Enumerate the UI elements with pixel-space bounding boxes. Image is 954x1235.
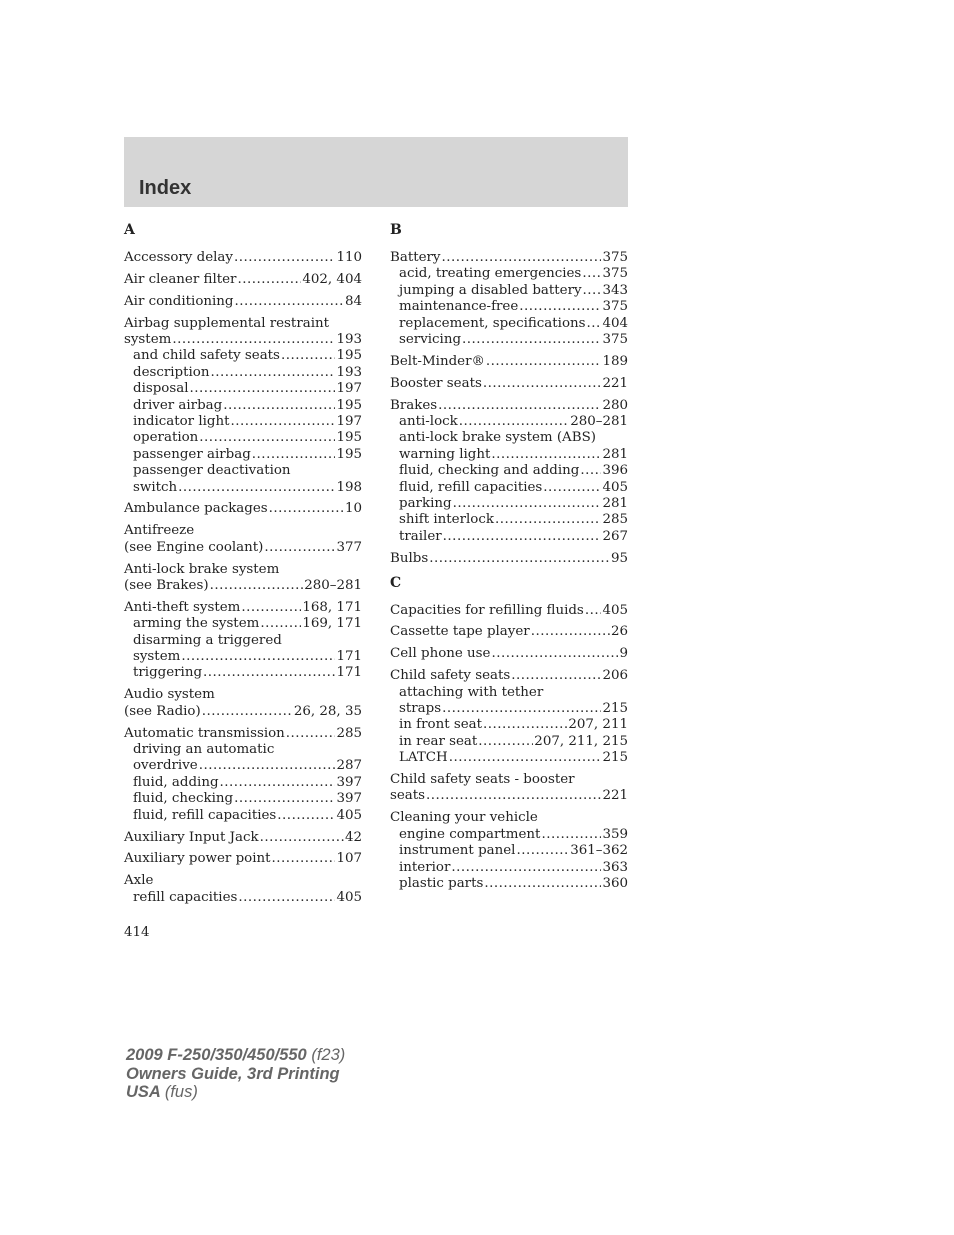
index-entry <box>124 726 362 824</box>
entry-text: Air cleaner filter <box>124 271 237 287</box>
entry-text: disarming a triggered <box>133 632 282 648</box>
page-reference: 375 <box>602 266 628 282</box>
page-reference: 280–281 <box>304 578 362 594</box>
page-reference: 207, 211, 215 <box>534 733 628 749</box>
entry-text: Booster seats <box>390 375 482 391</box>
entry-text: system <box>133 649 181 665</box>
index-entry <box>390 354 628 370</box>
page-reference: 363 <box>602 859 628 875</box>
entry-text: Anti-lock brake system <box>124 561 280 577</box>
entry-text: fluid, checking <box>133 791 234 807</box>
page-reference: 207, 211 <box>568 717 628 733</box>
dot-leader <box>583 283 602 299</box>
page-reference: 402, 404 <box>302 271 362 287</box>
entry-text: Ambulance packages <box>124 501 268 517</box>
entry-text: Accessory delay <box>124 250 233 265</box>
index-entry-line <box>390 551 628 567</box>
page-reference: 405 <box>602 479 628 495</box>
entry-text: arming the system <box>133 616 260 632</box>
index-subentry-line <box>390 685 628 701</box>
dot-leader <box>277 808 335 824</box>
dot-leader <box>519 299 601 315</box>
page-reference: 215 <box>602 700 628 716</box>
entry-text: replacement, specifications <box>399 315 586 331</box>
footer-guide: Owners Guide, 3rd Printing <box>126 1064 340 1083</box>
dot-leader <box>486 354 602 370</box>
dot-leader <box>585 603 602 619</box>
page-reference: 361–362 <box>570 843 628 859</box>
entry-text: Auxiliary power point <box>124 851 271 867</box>
index-subentry-line <box>390 734 628 750</box>
page-reference: 377 <box>336 539 362 555</box>
entry-text: switch <box>133 479 178 495</box>
dot-leader <box>260 830 344 846</box>
page-reference: 281 <box>602 495 628 511</box>
index-entry <box>390 772 628 805</box>
index-entry <box>390 250 628 348</box>
page-reference: 171 <box>336 649 362 665</box>
index-column-right <box>390 220 628 898</box>
index-entry-line <box>390 398 628 414</box>
footer <box>126 1046 345 1102</box>
entry-text: triggering <box>133 665 203 681</box>
entry-text: Audio system <box>124 687 215 703</box>
entry-text: interior <box>399 859 451 875</box>
page-reference: 193 <box>336 332 362 348</box>
index-subentry-line <box>390 701 628 717</box>
entry-text: straps <box>399 700 442 716</box>
index-entry-line <box>390 788 628 804</box>
entry-text: Brakes <box>390 397 438 413</box>
footer-line-2 <box>126 1065 345 1084</box>
page-reference: 375 <box>602 250 628 265</box>
dot-leader <box>210 365 335 381</box>
footer-market-code: (fus) <box>164 1083 198 1101</box>
entry-text: Capacities for refilling fluids <box>390 602 584 618</box>
entry-text: servicing <box>399 331 462 347</box>
index-entry <box>124 523 362 556</box>
index-subentry-line <box>390 860 628 876</box>
index-entry <box>390 646 628 662</box>
index-subentry-line <box>124 480 362 496</box>
dot-leader <box>181 649 335 665</box>
dot-leader <box>582 266 601 282</box>
entry-text: Axle <box>124 873 154 889</box>
index-entry-line <box>390 354 628 370</box>
page-reference: 95 <box>610 550 628 566</box>
entry-text: driver airbag <box>133 397 223 413</box>
index-subentry-line <box>124 463 362 479</box>
index-subentry-line <box>124 398 362 414</box>
index-subentry-line <box>390 529 628 545</box>
index-subentry-line <box>124 791 362 807</box>
dot-leader <box>234 791 335 807</box>
index-subentry-line <box>390 827 628 843</box>
page-reference: 285 <box>336 725 362 741</box>
index-entry <box>390 551 628 567</box>
entry-text: Bulbs <box>390 550 429 566</box>
index-subentry-line <box>124 348 362 364</box>
index-entry <box>124 687 362 720</box>
page-reference: 171 <box>336 665 362 681</box>
entry-text: fluid, adding <box>133 774 219 790</box>
dot-leader <box>516 843 569 859</box>
entry-text: Belt-Minder® <box>390 353 485 369</box>
index-entry-line <box>390 772 628 788</box>
index-subentry-line <box>390 843 628 859</box>
dot-leader <box>587 316 602 332</box>
page-title: Index <box>139 177 192 199</box>
dot-leader <box>483 376 602 392</box>
entry-text: jumping a disabled battery <box>399 282 582 298</box>
index-entry <box>124 600 362 682</box>
dot-leader <box>202 704 293 720</box>
dot-leader <box>438 398 601 414</box>
dot-leader <box>199 758 336 774</box>
index-subentry-line <box>124 414 362 430</box>
dot-leader <box>234 294 343 310</box>
entry-text: LATCH <box>399 750 448 766</box>
index-subentry-line <box>124 758 362 774</box>
page-reference: 280–281 <box>570 414 628 430</box>
dot-leader <box>199 430 335 446</box>
index-entry-line <box>124 540 362 556</box>
dot-leader <box>483 717 567 733</box>
index-subentry-line <box>390 283 628 299</box>
index-entry <box>390 398 628 546</box>
dot-leader <box>203 665 335 681</box>
page-reference: 397 <box>336 774 362 790</box>
index-entry-line <box>124 562 362 578</box>
footer-line-3 <box>126 1083 345 1102</box>
entry-text: Cleaning your vehicle <box>390 810 538 826</box>
entry-text: plastic parts <box>399 875 484 891</box>
index-entry-line <box>390 646 628 662</box>
entry-text: indicator light <box>133 414 230 430</box>
page-reference: 375 <box>602 299 628 315</box>
page-reference: 285 <box>602 512 628 528</box>
dot-leader <box>172 332 335 348</box>
entry-text: Airbag supplemental restraint <box>124 315 329 331</box>
index-subentry-line <box>390 496 628 512</box>
entry-text: driving an automatic <box>133 742 275 758</box>
index-entry <box>390 668 628 766</box>
dot-leader <box>264 540 335 556</box>
dot-leader <box>491 447 601 463</box>
index-column-left <box>124 220 362 912</box>
footer-market: USA <box>126 1083 161 1101</box>
index-entry <box>124 562 362 595</box>
section-letter: B <box>390 222 402 238</box>
page-reference: 42 <box>344 829 362 845</box>
index-subentry-line <box>390 750 628 766</box>
index-entry <box>124 873 362 906</box>
index-entry-line <box>124 316 362 332</box>
dot-leader <box>511 668 601 684</box>
entry-text: and child safety seats <box>133 348 280 364</box>
page-reference: 195 <box>336 397 362 413</box>
page-reference: 405 <box>336 889 362 905</box>
dot-leader <box>453 496 602 512</box>
index-entry-line <box>124 726 362 742</box>
entry-text: attaching with tether <box>399 684 544 700</box>
footer-line-1 <box>126 1046 345 1065</box>
index-entry-line <box>124 873 362 889</box>
index-subentry-line <box>390 266 628 282</box>
index-subentry-line <box>124 447 362 463</box>
dot-leader <box>269 501 344 517</box>
dot-leader <box>491 646 618 662</box>
dot-leader <box>220 775 336 791</box>
page-reference: 169, 171 <box>302 616 362 632</box>
index-subentry-line <box>124 633 362 649</box>
index-subentry-line <box>390 414 628 430</box>
dot-leader <box>459 414 569 430</box>
entry-text: system <box>124 332 172 348</box>
entry-text: instrument panel <box>399 843 516 859</box>
dot-leader <box>237 272 301 288</box>
dot-leader <box>426 788 601 804</box>
index-entry-line <box>124 687 362 703</box>
entry-text: in front seat <box>399 717 483 733</box>
index-entry <box>124 851 362 867</box>
entry-text: (see Radio) <box>124 703 201 719</box>
index-entry <box>390 376 628 392</box>
entry-text: parking <box>399 495 452 511</box>
entry-text: Automatic transmission <box>124 725 285 741</box>
dot-leader <box>429 551 610 567</box>
index-entry <box>390 810 628 892</box>
index-entry <box>124 272 362 288</box>
index-entry-line <box>124 830 362 846</box>
dot-leader <box>451 860 601 876</box>
page-number: 414 <box>124 925 150 940</box>
entry-text: disposal <box>133 381 189 397</box>
page-reference: 221 <box>602 375 628 391</box>
entry-text: (see Brakes) <box>124 578 209 594</box>
entry-text: Child safety seats <box>390 668 511 684</box>
index-subentry-line <box>390 717 628 733</box>
footer-model-code: (f23) <box>311 1046 346 1064</box>
dot-leader <box>231 414 336 430</box>
page-reference: 221 <box>602 788 628 804</box>
index-entry-line <box>124 704 362 720</box>
dot-leader <box>443 529 602 545</box>
page-reference: 195 <box>336 446 362 462</box>
index-subentry-line <box>390 447 628 463</box>
dot-leader <box>223 398 335 414</box>
page-reference: 84 <box>344 293 362 309</box>
entry-text: overdrive <box>133 758 198 774</box>
entry-text: Child safety seats - booster <box>390 772 575 788</box>
index-entry <box>390 603 628 619</box>
entry-text: passenger deactivation <box>133 463 291 479</box>
index-entry <box>124 294 362 310</box>
page-reference: 215 <box>602 750 628 766</box>
index-entry-line <box>124 250 362 266</box>
index-subentry-line <box>124 808 362 824</box>
index-entry-line <box>390 624 628 640</box>
page-reference: 396 <box>602 463 628 479</box>
entry-text: engine compartment <box>399 826 541 842</box>
index-subentry-line <box>390 299 628 315</box>
page-reference: 195 <box>336 430 362 446</box>
index-subentry-line <box>124 649 362 665</box>
dot-leader <box>449 750 602 766</box>
index-subentry-line <box>390 463 628 479</box>
dot-leader <box>234 250 335 266</box>
index-entry-line <box>390 603 628 619</box>
entry-text: Air conditioning <box>124 293 234 309</box>
index-entry-line <box>124 501 362 517</box>
page-reference: 198 <box>336 479 362 495</box>
index-entry-line <box>124 851 362 867</box>
index-subentry-line <box>124 775 362 791</box>
index-subentry-line <box>124 616 362 632</box>
index-subentry-line <box>124 742 362 758</box>
entry-text: in rear seat <box>399 733 478 749</box>
index-header-bar <box>124 137 628 207</box>
index-subentry-line <box>124 890 362 906</box>
index-subentry-line <box>124 430 362 446</box>
entry-text: anti-lock brake system (ABS) <box>399 430 596 446</box>
entry-text: fluid, refill capacities <box>133 807 277 823</box>
index-subentry-line <box>390 480 628 496</box>
footer-model: 2009 F-250/350/450/550 <box>126 1046 307 1064</box>
page-reference: 110 <box>336 250 362 265</box>
dot-leader <box>441 250 601 266</box>
dot-leader <box>442 701 601 717</box>
entry-text: Antifreeze <box>124 523 195 539</box>
dot-leader <box>178 480 335 496</box>
dot-leader <box>462 332 601 348</box>
index-entry-line <box>390 250 628 266</box>
entry-text: passenger airbag <box>133 446 251 462</box>
entry-text: maintenance-free <box>399 299 519 315</box>
entry-text: Anti-theft system <box>124 599 241 615</box>
page-reference: 193 <box>336 364 362 380</box>
entry-text: shift interlock <box>399 512 494 528</box>
entry-text: Auxiliary Input Jack <box>124 829 259 845</box>
dot-leader <box>238 890 335 906</box>
entry-text: seats <box>390 788 426 804</box>
dot-leader <box>210 578 304 594</box>
entry-text: acid, treating emergencies <box>399 266 582 282</box>
dot-leader <box>484 876 601 892</box>
page-reference: 206 <box>602 668 628 684</box>
index-entry-line <box>390 810 628 826</box>
dot-leader <box>241 600 301 616</box>
dot-leader <box>272 851 336 867</box>
page-reference: 404 <box>602 315 628 331</box>
index-subentry-line <box>390 332 628 348</box>
dot-leader <box>260 616 301 632</box>
index-entry <box>124 501 362 517</box>
page-reference: 107 <box>336 851 362 867</box>
dot-leader <box>190 381 336 397</box>
entry-text: anti-lock <box>399 414 458 430</box>
dot-leader <box>543 480 601 496</box>
dot-leader <box>541 827 601 843</box>
entry-text: fluid, refill capacities <box>399 479 543 495</box>
dot-leader <box>531 624 610 640</box>
page-reference: 397 <box>336 791 362 807</box>
page-reference: 197 <box>336 414 362 430</box>
entry-text: fluid, checking and adding <box>399 463 580 479</box>
page-reference: 375 <box>602 331 628 347</box>
index-subentry-line <box>390 876 628 892</box>
section-letter: A <box>124 222 135 238</box>
entry-text: operation <box>133 430 199 446</box>
dot-leader <box>495 512 601 528</box>
page-reference: 189 <box>602 353 628 369</box>
index-entry-line <box>124 272 362 288</box>
page-reference: 267 <box>602 528 628 544</box>
dot-leader <box>286 726 336 742</box>
index-entry-line <box>124 332 362 348</box>
index-entry-line <box>390 376 628 392</box>
section-letter: C <box>390 574 402 591</box>
page-reference: 343 <box>602 282 628 298</box>
dot-leader <box>580 463 601 479</box>
page-reference: 195 <box>336 348 362 364</box>
page-reference: 168, 171 <box>302 599 362 615</box>
index-subentry-line <box>124 381 362 397</box>
index-entry <box>124 316 362 496</box>
index-entry-line <box>124 578 362 594</box>
index-entry-line <box>124 523 362 539</box>
dot-leader <box>281 348 336 364</box>
page-reference: 9 <box>619 646 628 662</box>
entry-text: (see Engine coolant) <box>124 539 264 555</box>
index-entry-line <box>390 668 628 684</box>
page-reference: 405 <box>336 807 362 823</box>
page-reference: 280 <box>602 397 628 413</box>
index-entry-line <box>124 600 362 616</box>
page-reference: 360 <box>602 875 628 891</box>
index-entry <box>390 624 628 640</box>
index-subentry-line <box>390 512 628 528</box>
page-reference: 287 <box>336 758 362 774</box>
dot-leader <box>478 734 533 750</box>
page-reference: 26, 28, 35 <box>293 703 362 719</box>
entry-text: description <box>133 364 210 380</box>
dot-leader <box>252 447 336 463</box>
page-reference: 26 <box>610 624 628 640</box>
page-reference: 359 <box>602 826 628 842</box>
index-subentry-line <box>390 430 628 446</box>
entry-text: trailer <box>399 528 442 544</box>
page-reference: 10 <box>344 501 362 517</box>
page-reference: 197 <box>336 381 362 397</box>
page-reference: 405 <box>602 602 628 618</box>
entry-text: Cassette tape player <box>390 624 530 640</box>
index-entry <box>124 830 362 846</box>
index-subentry-line <box>390 316 628 332</box>
entry-text: refill capacities <box>133 889 238 905</box>
entry-text: Battery <box>390 250 441 265</box>
index-subentry-line <box>124 365 362 381</box>
entry-text: Cell phone use <box>390 646 491 662</box>
page-reference: 281 <box>602 446 628 462</box>
index-entry <box>124 250 362 266</box>
entry-text: warning light <box>399 446 491 462</box>
index-subentry-line <box>124 665 362 681</box>
index-entry-line <box>124 294 362 310</box>
